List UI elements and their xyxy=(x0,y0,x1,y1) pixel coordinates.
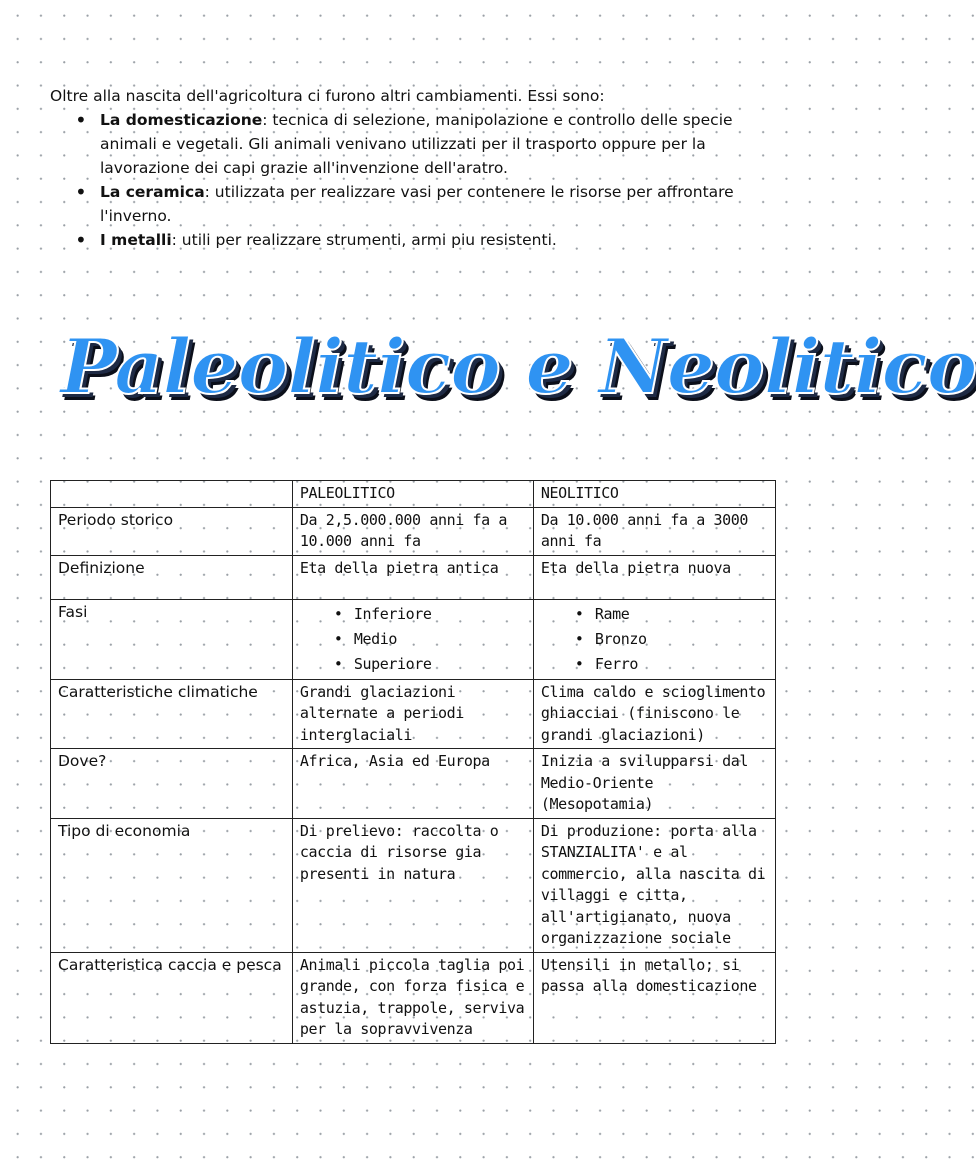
header-cell-neolitico: NEOLITICO xyxy=(533,481,775,508)
item-term: La ceramica xyxy=(100,183,205,201)
paleo-cell: Di prelievo: raccolta o caccia di risorse gia presenti in natura xyxy=(292,818,533,952)
row-label: Definizione xyxy=(51,555,293,599)
list-item xyxy=(100,228,750,252)
neo-cell: Da 10.000 anni fa a 3000 anni fa xyxy=(533,507,775,555)
item-term: I metalli xyxy=(100,231,172,249)
neo-cell: Clima caldo e scioglimento ghiacciai (finiscono le grandi glaciazioni) xyxy=(533,679,775,749)
row-label: Caratteristica caccia e pesca xyxy=(51,952,293,1043)
neo-cell: Inizia a svilupparsi dal Medio-Oriente (Mesopotamia) xyxy=(533,749,775,819)
neo-cell: Utensili in metallo; si passa alla domesticazione xyxy=(533,952,775,1043)
item-term: La domesticazione xyxy=(100,111,263,129)
intro-lead: Oltre alla nascita dell'agricoltura ci furono altri cambiamenti. Essi sono: xyxy=(50,87,605,105)
table-row xyxy=(51,679,776,749)
neo-cell: Di produzione: porta alla STANZIALITA' e al commercio, alla nascita di villaggi e citta, all'artigianato, nuova organizzazione sociale xyxy=(533,818,775,952)
intro-list xyxy=(50,108,750,252)
paleo-cell: Eta della pietra antica xyxy=(292,555,533,599)
table-row xyxy=(51,818,776,952)
row-label: Dove? xyxy=(51,749,293,819)
table-row xyxy=(51,749,776,819)
list-item: • Rame xyxy=(595,602,769,627)
table-row xyxy=(51,599,776,679)
header-cell-empty xyxy=(51,481,293,508)
list-item: • Inferiore xyxy=(354,602,527,627)
row-label: Tipo di economia xyxy=(51,818,293,952)
row-label: Fasi xyxy=(51,599,293,679)
paleo-cell: Grandi glaciazioni alternate a periodi interglaciali xyxy=(292,679,533,749)
list-item: • Superiore xyxy=(354,652,527,677)
neo-cell: Eta della pietra nuova xyxy=(533,555,775,599)
list-item xyxy=(100,108,750,180)
intro-section xyxy=(50,84,750,252)
table-row xyxy=(51,555,776,599)
paleo-phase-list xyxy=(300,602,527,677)
item-text: : utilizzata per realizzare vasi per contenere le risorse per affrontare l'inverno. xyxy=(100,183,734,225)
table-row xyxy=(51,507,776,555)
neo-cell xyxy=(533,599,775,679)
item-text: : utili per realizzare strumenti, armi piu resistenti. xyxy=(171,231,557,249)
list-item: • Ferro xyxy=(595,652,769,677)
page-title: Paleolitico e Neolitico xyxy=(60,322,976,411)
paleo-cell: Africa, Asia ed Europa xyxy=(292,749,533,819)
neo-phase-list xyxy=(541,602,769,677)
item-text: : tecnica di selezione, manipolazione e controllo delle specie animali e vegetali. Gli animali venivano utilizzati per il trasporto oppure per la lavorazione dei capi grazie all'invenzione dell'aratro. xyxy=(100,111,733,177)
row-label: Caratteristiche climatiche xyxy=(51,679,293,749)
comparison-table xyxy=(50,480,776,1044)
table-row xyxy=(51,952,776,1043)
paleo-cell: Animali piccola taglia poi grande, con forza fisica e astuzia, trappole, serviva per la sopravvivenza xyxy=(292,952,533,1043)
title-banner xyxy=(40,322,976,442)
list-item: • Bronzo xyxy=(595,627,769,652)
header-cell-paleolitico: PALEOLITICO xyxy=(292,481,533,508)
paleo-cell: Da 2,5.000.000 anni fa a 10.000 anni fa xyxy=(292,507,533,555)
table-header-row xyxy=(51,481,776,508)
paleo-cell xyxy=(292,599,533,679)
list-item: • Medio xyxy=(354,627,527,652)
list-item xyxy=(100,180,750,228)
row-label: Periodo storico xyxy=(51,507,293,555)
